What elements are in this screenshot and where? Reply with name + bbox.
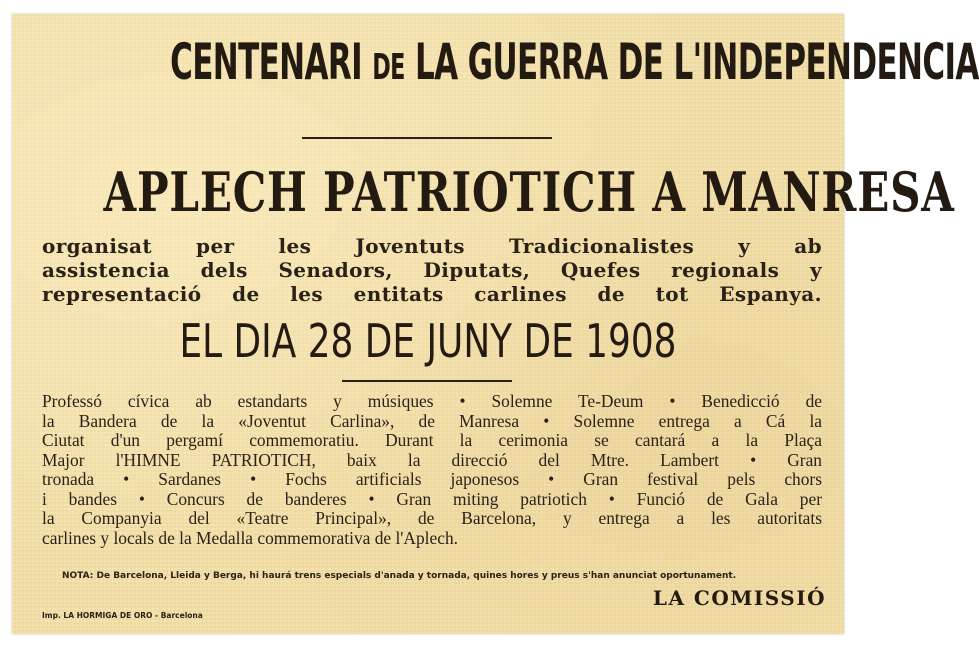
organizers-line: assistencia dels Senadors, Diputats, Quefes regionals y bbox=[42, 258, 822, 282]
travel-note: NOTA: De Barcelona, Lleida y Berga, hi haurá trens especials d'anada y tornada, quines hores y preus s'han anunciat oportunament. bbox=[62, 571, 737, 581]
program-line: la Companyia del «Teatre Principal», de Barcelona, y entrega a les autoritats bbox=[42, 508, 822, 528]
title-word-centenari: CENTENARI bbox=[170, 33, 363, 91]
signature: LA COMISSIÓ bbox=[652, 586, 826, 610]
printer-credit: Imp. LA HORMIGA DE ORO - Barcelona bbox=[42, 611, 203, 620]
organizers-line: representació de les entitats carlines de tot Espanya. bbox=[42, 282, 822, 306]
date-rule bbox=[342, 380, 512, 382]
organizers-text bbox=[42, 234, 822, 306]
program-line: la Bandera de la «Joventut Carlina», de Manresa • Solemne entrega a Cá la bbox=[42, 410, 822, 431]
poster-headline: APLECH PATRIOTICH A MANRESA bbox=[103, 160, 955, 224]
title-rule bbox=[302, 137, 552, 139]
poster-title bbox=[170, 32, 979, 98]
program-line: i bandes • Concurs de banderes • Gran miting patriotich • Funció de Gala per bbox=[42, 488, 822, 509]
organizers-line: organisat per les Joventuts Tradicionalistes y ab bbox=[42, 234, 822, 258]
event-date: EL DIA 28 DE JUNY DE 1908 bbox=[179, 314, 677, 368]
program-line: Professó cívica ab estandarts y músiques • Solemne Te-Deum • Benedicció de bbox=[42, 391, 822, 411]
program-line: tronada • Sardanes • Fochs artificials japonesos • Gran festival pels chors bbox=[42, 469, 822, 489]
title-word-la: LA bbox=[414, 33, 458, 91]
title-word-de: DE bbox=[372, 47, 405, 88]
program-line: Ciutat d'un pergamí commemoratiu. Durant la cerimonia se cantará a la Plaça bbox=[42, 430, 822, 450]
poster bbox=[12, 14, 979, 634]
program-line: carlines y locals de la Medalla commemorativa de l'Aplech. bbox=[42, 527, 458, 548]
program-text bbox=[42, 392, 822, 548]
program-line: Major l'HIMNE PATRIOTICH, baix la direcció del Mtre. Lambert • Gran bbox=[42, 449, 822, 470]
title-word-guerra: GUERRA DE L'INDEPENDENCIA bbox=[467, 33, 979, 91]
